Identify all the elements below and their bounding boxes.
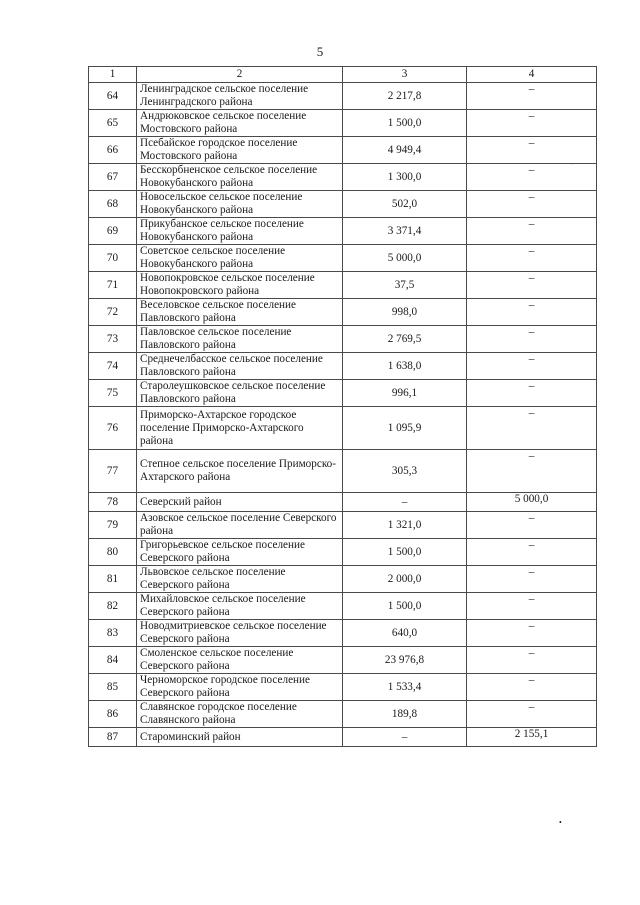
row-number: 72 [89, 299, 137, 326]
amount-col-4: – [467, 272, 597, 299]
row-number: 65 [89, 110, 137, 137]
scan-mark: • [559, 818, 562, 827]
amount-col-3: 1 095,9 [343, 407, 467, 450]
amount-col-4: – [467, 593, 597, 620]
amount-col-3: 3 371,4 [343, 218, 467, 245]
table-row [89, 218, 597, 245]
row-number: 69 [89, 218, 137, 245]
row-number: 80 [89, 539, 137, 566]
amount-col-3: – [343, 493, 467, 512]
table-row [89, 137, 597, 164]
amount-col-4: – [467, 450, 597, 493]
amount-col-3: 2 000,0 [343, 566, 467, 593]
amount-col-3: 5 000,0 [343, 245, 467, 272]
municipality-name: Советское сельское поселение Новокубанского района [137, 245, 343, 272]
table-row [89, 620, 597, 647]
amount-col-4: – [467, 191, 597, 218]
scan-speck: · [571, 162, 573, 168]
amount-col-4: – [467, 407, 597, 450]
municipality-name: Михайловское сельское поселение Северского района [137, 593, 343, 620]
amount-col-4: – [467, 353, 597, 380]
municipality-name: Черноморское городское поселение Северского района [137, 674, 343, 701]
table-header [89, 67, 597, 83]
table-row [89, 326, 597, 353]
table-row [89, 110, 597, 137]
row-number: 73 [89, 326, 137, 353]
row-number: 67 [89, 164, 137, 191]
row-number: 81 [89, 566, 137, 593]
table-row [89, 539, 597, 566]
page-number: 5 [316, 44, 324, 59]
row-number: 64 [89, 83, 137, 110]
amount-col-4: – [467, 566, 597, 593]
amount-col-3: 1 638,0 [343, 353, 467, 380]
amount-col-4: – [467, 674, 597, 701]
municipality-name: Павловское сельское поселение Павловского района [137, 326, 343, 353]
amount-col-4: – [467, 512, 597, 539]
municipality-name: Степное сельское поселение Приморско-Ахтарского района [137, 450, 343, 493]
municipality-name: Смоленское сельское поселение Северского района [137, 647, 343, 674]
table-row [89, 647, 597, 674]
amount-col-4: – [467, 380, 597, 407]
municipality-name: Азовское сельское поселение Северского района [137, 512, 343, 539]
amount-col-3: 23 976,8 [343, 647, 467, 674]
row-number: 76 [89, 407, 137, 450]
amount-col-3: 1 300,0 [343, 164, 467, 191]
amount-col-4: 2 155,1 [467, 728, 597, 747]
amount-col-4: – [467, 110, 597, 137]
table-row [89, 593, 597, 620]
table-row [89, 83, 597, 110]
municipality-name: Новосельское сельское поселение Новокубанского района [137, 191, 343, 218]
amount-col-3: 1 533,4 [343, 674, 467, 701]
row-number: 77 [89, 450, 137, 493]
row-number: 70 [89, 245, 137, 272]
municipality-name: Старолеушковское сельское поселение Павловского района [137, 380, 343, 407]
municipality-name: Веселовское сельское поселение Павловского района [137, 299, 343, 326]
row-number: 68 [89, 191, 137, 218]
amount-col-3: 640,0 [343, 620, 467, 647]
amount-col-3: 1 500,0 [343, 110, 467, 137]
municipality-name: Славянское городское поселение Славянского района [137, 701, 343, 728]
table-row [89, 245, 597, 272]
row-number: 87 [89, 728, 137, 747]
municipality-name: Северский район [137, 493, 343, 512]
amount-col-4: – [467, 326, 597, 353]
row-number: 71 [89, 272, 137, 299]
table-row [89, 728, 597, 747]
amount-col-3: 4 949,4 [343, 137, 467, 164]
table-row [89, 674, 597, 701]
amount-col-3: – [343, 728, 467, 747]
amount-col-3: 189,8 [343, 701, 467, 728]
amount-col-3: 1 500,0 [343, 539, 467, 566]
amount-col-3: 996,1 [343, 380, 467, 407]
row-number: 66 [89, 137, 137, 164]
municipality-name: Новопокровское сельское поселение Новопокровского района [137, 272, 343, 299]
row-number: 79 [89, 512, 137, 539]
table-row [89, 299, 597, 326]
municipality-name: Андрюковское сельское поселение Мостовского района [137, 110, 343, 137]
amount-col-3: 1 321,0 [343, 512, 467, 539]
amount-col-4: – [467, 83, 597, 110]
row-number: 74 [89, 353, 137, 380]
row-number: 84 [89, 647, 137, 674]
municipality-name: Приморско-Ахтарское городское поселение Приморско-Ахтарского района [137, 407, 343, 450]
table-row [89, 566, 597, 593]
amount-col-4: 5 000,0 [467, 493, 597, 512]
row-number: 82 [89, 593, 137, 620]
header-col-1: 1 [89, 67, 137, 83]
amount-col-4: – [467, 647, 597, 674]
table-row [89, 701, 597, 728]
header-col-2: 2 [137, 67, 343, 83]
amount-col-4: – [467, 299, 597, 326]
row-number: 86 [89, 701, 137, 728]
municipality-name: Григорьевское сельское поселение Северского района [137, 539, 343, 566]
amount-col-4: – [467, 245, 597, 272]
amount-col-4: – [467, 701, 597, 728]
table-row [89, 164, 597, 191]
row-number: 83 [89, 620, 137, 647]
amount-col-4: – [467, 164, 597, 191]
row-number: 75 [89, 380, 137, 407]
municipality-name: Новодмитриевское сельское поселение Северского района [137, 620, 343, 647]
row-number: 78 [89, 493, 137, 512]
municipality-name: Ленинградское сельское поселение Ленинградского района [137, 83, 343, 110]
table-row [89, 353, 597, 380]
municipality-name: Львовское сельское поселение Северского района [137, 566, 343, 593]
amount-col-3: 305,3 [343, 450, 467, 493]
table-row [89, 191, 597, 218]
header-col-3: 3 [343, 67, 467, 83]
row-number: 85 [89, 674, 137, 701]
municipality-name: Бесскорбненское сельское поселение Новокубанского района [137, 164, 343, 191]
municipality-name: Староминский район [137, 728, 343, 747]
table-row [89, 512, 597, 539]
amount-col-3: 2 769,5 [343, 326, 467, 353]
header-col-4: 4 [467, 67, 597, 83]
amount-col-4: – [467, 218, 597, 245]
municipality-name: Прикубанское сельское поселение Новокубанского района [137, 218, 343, 245]
table-row [89, 493, 597, 512]
table-row [89, 272, 597, 299]
amount-col-4: – [467, 137, 597, 164]
amount-col-3: 502,0 [343, 191, 467, 218]
amount-col-4: – [467, 539, 597, 566]
amount-col-3: 2 217,8 [343, 83, 467, 110]
table-row [89, 450, 597, 493]
amount-col-3: 37,5 [343, 272, 467, 299]
data-table [88, 66, 597, 747]
amount-col-4: – [467, 620, 597, 647]
municipality-name: Среднечелбасское сельское поселение Павловского района [137, 353, 343, 380]
municipality-name: Псебайское городское поселение Мостовского района [137, 137, 343, 164]
table-row [89, 380, 597, 407]
table-row [89, 407, 597, 450]
amount-col-3: 1 500,0 [343, 593, 467, 620]
amount-col-3: 998,0 [343, 299, 467, 326]
